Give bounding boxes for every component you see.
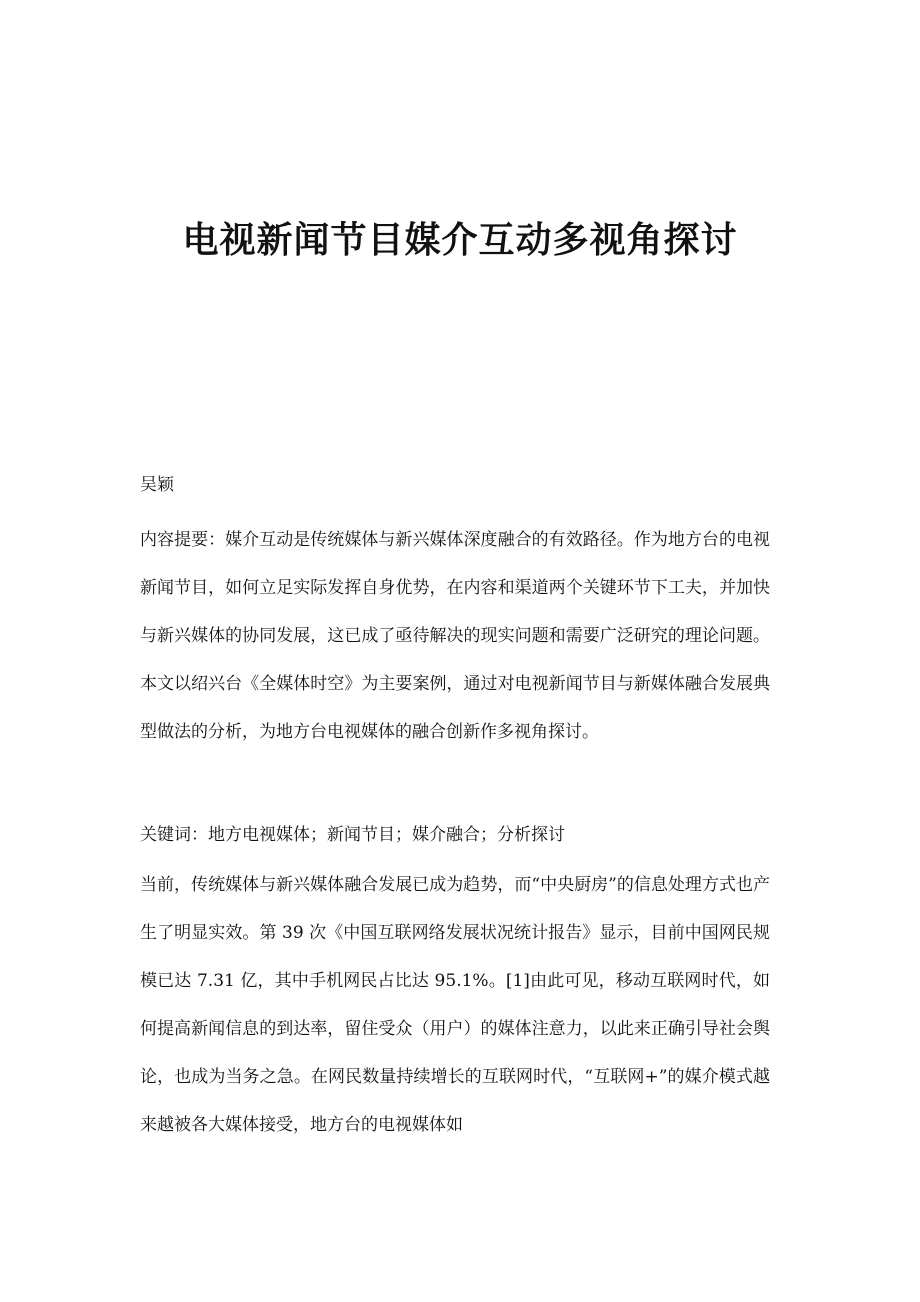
- keywords-paragraph: 关键词：地方电视媒体；新闻节目；媒介融合；分析探讨: [140, 825, 565, 845]
- document-title: 电视新闻节目媒介互动多视角探讨: [182, 219, 738, 261]
- intro-paragraph: 当前，传统媒体与新兴媒体融合发展已成为趋势，而“中央厨房”的信息处理方式也产生了明显实效。第 39 次《中国互联网络发展状况统计报告》显示，目前中国网民规模已达 7.31 亿，其中手机网民占比达 95.1%。[1]由此可见，移动互联网时代，如何提高新闻信息的到达率，留住受众（用户）的媒体注意力，以此来正确引导社会舆论，也成为当务之急。在网民数量持续增长的互联网时代，“互联网+”的媒介模式越来越被各大媒体接受，地方台的电视媒体如: [140, 875, 770, 1135]
- author-name: 吴颖: [140, 475, 174, 495]
- abstract-paragraph: 内容提要：媒介互动是传统媒体与新兴媒体深度融合的有效路径。作为地方台的电视新闻节目，如何立足实际发挥自身优势，在内容和渠道两个关键环节下工夫，并加快与新兴媒体的协同发展，这已成了亟待解决的现实问题和需要广泛研究的理论问题。本文以绍兴台《全媒体时空》为主要案例，通过对电视新闻节目与新媒体融合发展典型做法的分析，为地方台电视媒体的融合创新作多视角探讨。: [140, 530, 770, 742]
